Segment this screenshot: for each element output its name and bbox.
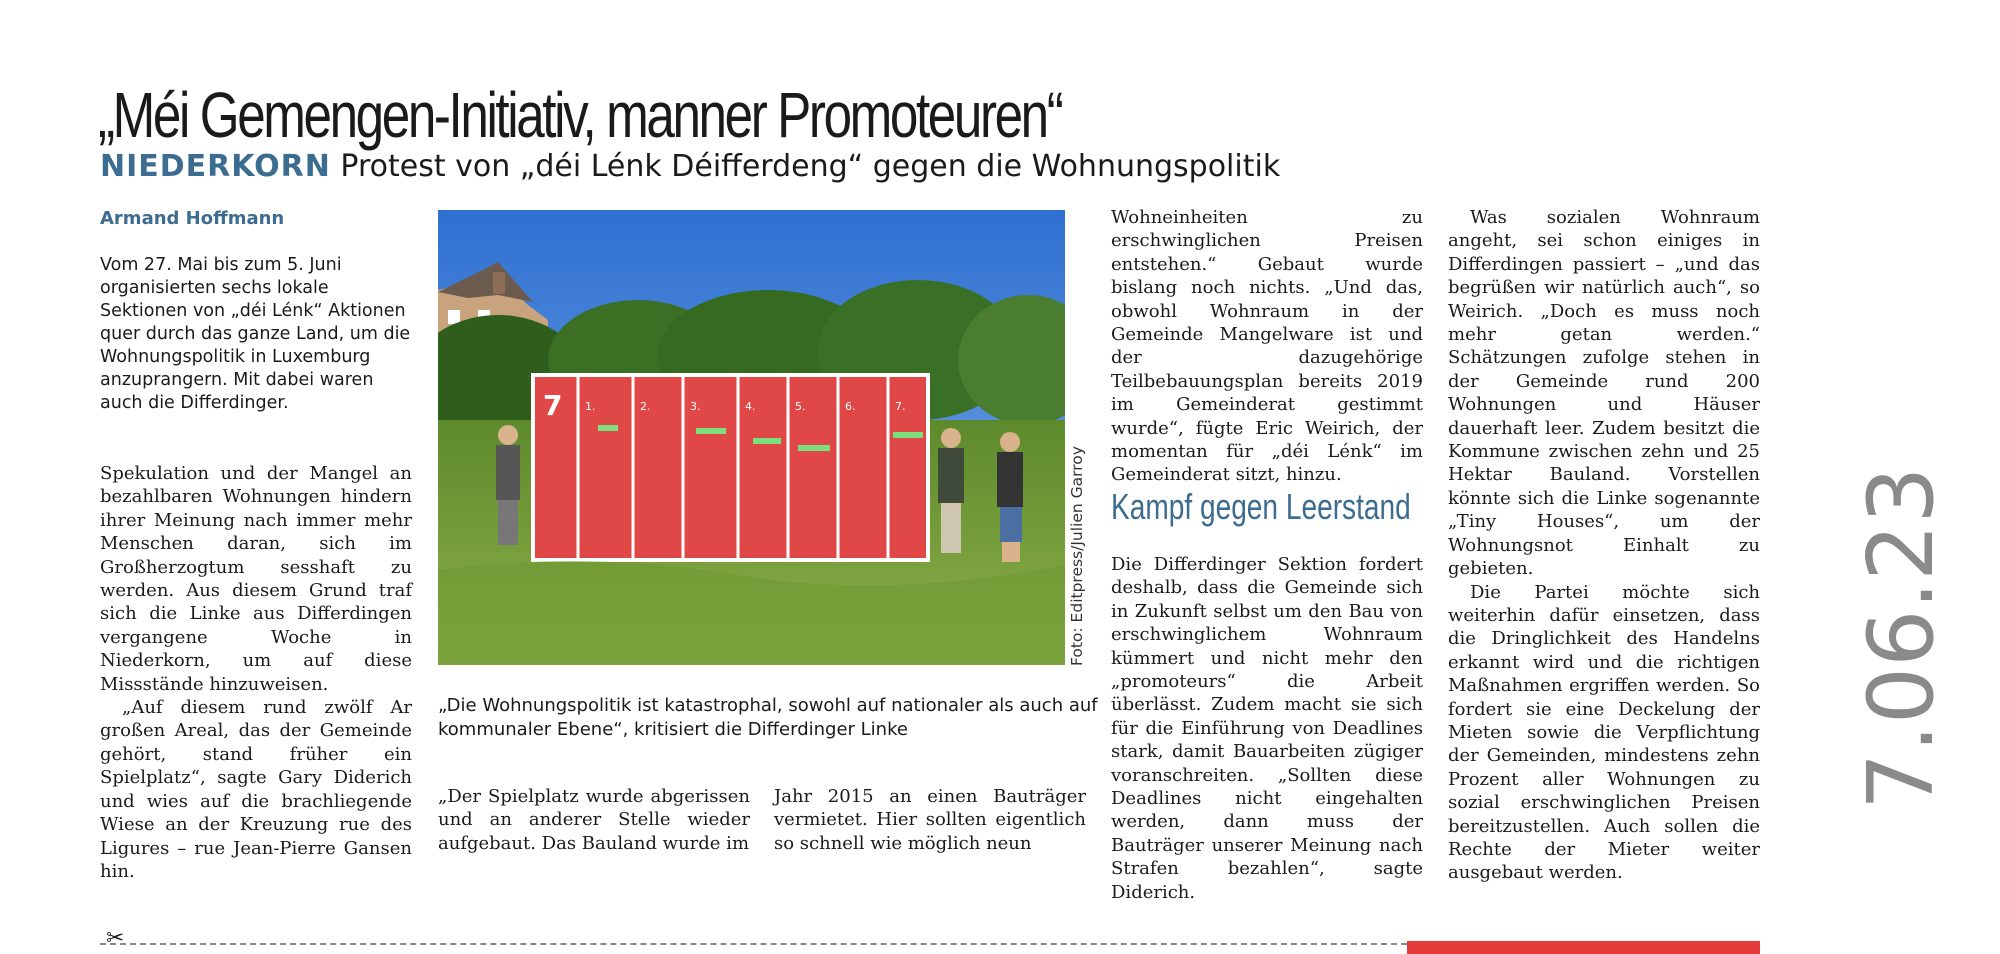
paragraph: Die Partei möchte sich weiterhin dafür einsetzen, dass die Dringlichkeit des Handelns erkannt wird und die richtigen Maßnahmen ergriffen werden. So fordert sie eine Deckelung der Mieten sowie die Verpflichtung der Gemeinden, mindestens zehn Prozent aller Wohnungen zu sozial erschwinglichen Preisen bereitzustellen. Auch sollen die Rechte der Mieter weiter ausgebaut werden. [1448,581,1760,884]
paragraph: Jahr 2015 an einen Bauträger vermietet. Hier sollten eigentlich so schnell wie möglich neun [774,786,1086,854]
banner-number: 7. [895,400,906,413]
red-bar [1407,941,1760,954]
location-tag: NIEDERKORN [100,149,331,184]
section-subtitle: Kampf gegen Leerstand [1111,486,1411,527]
column-3 [774,785,1086,855]
banner-number: 6. [845,400,856,413]
scissors-icon: ✂ [106,926,125,951]
headline: „Méi Gemengen-Initiativ, manner Promoteuren“ [98,78,1062,151]
banner-number: 7 [543,389,563,422]
banner-number: 3. [690,400,701,413]
subheadline-text: Protest von „déi Lénk Déifferdeng“ gegen die Wohnungspolitik [330,149,1281,184]
banner-number: 1. [585,400,596,413]
paragraph: Spekulation und der Mangel an bezahlbaren Wohnungen hindern ihrer Meinung nach immer mehr Menschen daran, sich im Großherzogtum sesshaft zu werden. Aus diesem Grund traf sich die Linke aus Differdingen vergangene Woche in Niederkorn, um auf diese Missstände hinzuweisen. [100,463,412,695]
article-photo [438,210,1065,665]
paragraph: „Auf diesem rund zwölf Ar großen Areal, das der Gemeinde gehört, stand früher ein Spielplatz“, sagte Gary Diderich und wies auf die brachliegende Wiese an der Kreuzung rue des Ligures – rue Jean-Pierre Gansen hin. [100,697,412,882]
intro-paragraph: Vom 27. Mai bis zum 5. Juni organisierten sechs lokale Sektionen von „déi Lénk“ Aktionen quer durch das ganze Land, um die Wohnungspolitik in Luxemburg anzuprangern. Mit dabei waren auch die Differdinger. [100,255,411,413]
paragraph: „Der Spielplatz wurde abgerissen und an anderer Stelle wieder aufgebaut. Das Bauland wurde im [438,786,750,854]
author-byline: Armand Hoffmann [100,208,285,229]
paragraph: Wohneinheiten zu erschwinglichen Preisen entstehen.“ Gebaut wurde bislang noch nichts. „Und das, obwohl Wohnraum in der Gemeinde Mangelware ist und der dazugehörige Teilbebauungsplan bereits 2019 im Gemeinderat gestimmt wurde“, fügte Eric Weirich, der momentan für „déi Lénk“ im Gemeinderat sitzt, hinzu. [1111,207,1423,486]
banner-number: 4. [745,400,756,413]
column-4-continued [1111,553,1423,904]
column-4 [1111,206,1423,487]
photo-credit: Foto: Editpress/Julien Garroy [1068,446,1086,666]
banner-number: 5. [795,400,806,413]
column-1 [100,462,412,883]
protest-photo-illustration [438,210,1065,665]
handwritten-date-text: 7.06.23 [1849,466,1954,810]
column-2 [438,785,750,855]
article-intro [100,254,412,415]
paragraph: Die Differdinger Sektion fordert deshalb, dass die Gemeinde sich in Zukunft selbst um den Bau von erschwinglichem Wohnraum kümmert und nicht mehr den „promoteurs“ die Arbeit überlässt. Zudem macht sie sich für die Einführung von Deadlines stark, damit Bauarbeiten zügiger voranschreiten. „Sollten diese Deadlines nicht eingehalten werden, dann muss der Bauträger unserer Meinung nach Strafen bezahlen“, sagte Diderich. [1111,554,1423,903]
column-5 [1448,206,1760,885]
cut-line [100,943,1407,945]
banner-number: 2. [640,400,651,413]
photo-caption: „Die Wohnungspolitik ist katastrophal, sowohl auf nationaler als auch auf kommunaler Ebene“, kritisiert die Differdinger Linke [438,695,1098,740]
subheadline [100,149,1280,185]
paragraph: Was sozialen Wohnraum angeht, sei schon einiges in Differdingen passiert – „und das begrüßen wir natürlich auch“, so Weirich. „Doch es muss noch mehr getan werden.“ Schätzungen zufolge stehen in der Gemeinde rund 200 Wohnungen und Häuser dauerhaft leer. Zudem besitzt die Kommune zwischen zehn und 25 Hektar Bauland. Vorstellen könnte sich die Linke sogenannte „Tiny Houses“, um der Wohnungsnot Einhalt zu gebieten. [1448,207,1760,580]
handwritten-date [1842,270,1962,830]
